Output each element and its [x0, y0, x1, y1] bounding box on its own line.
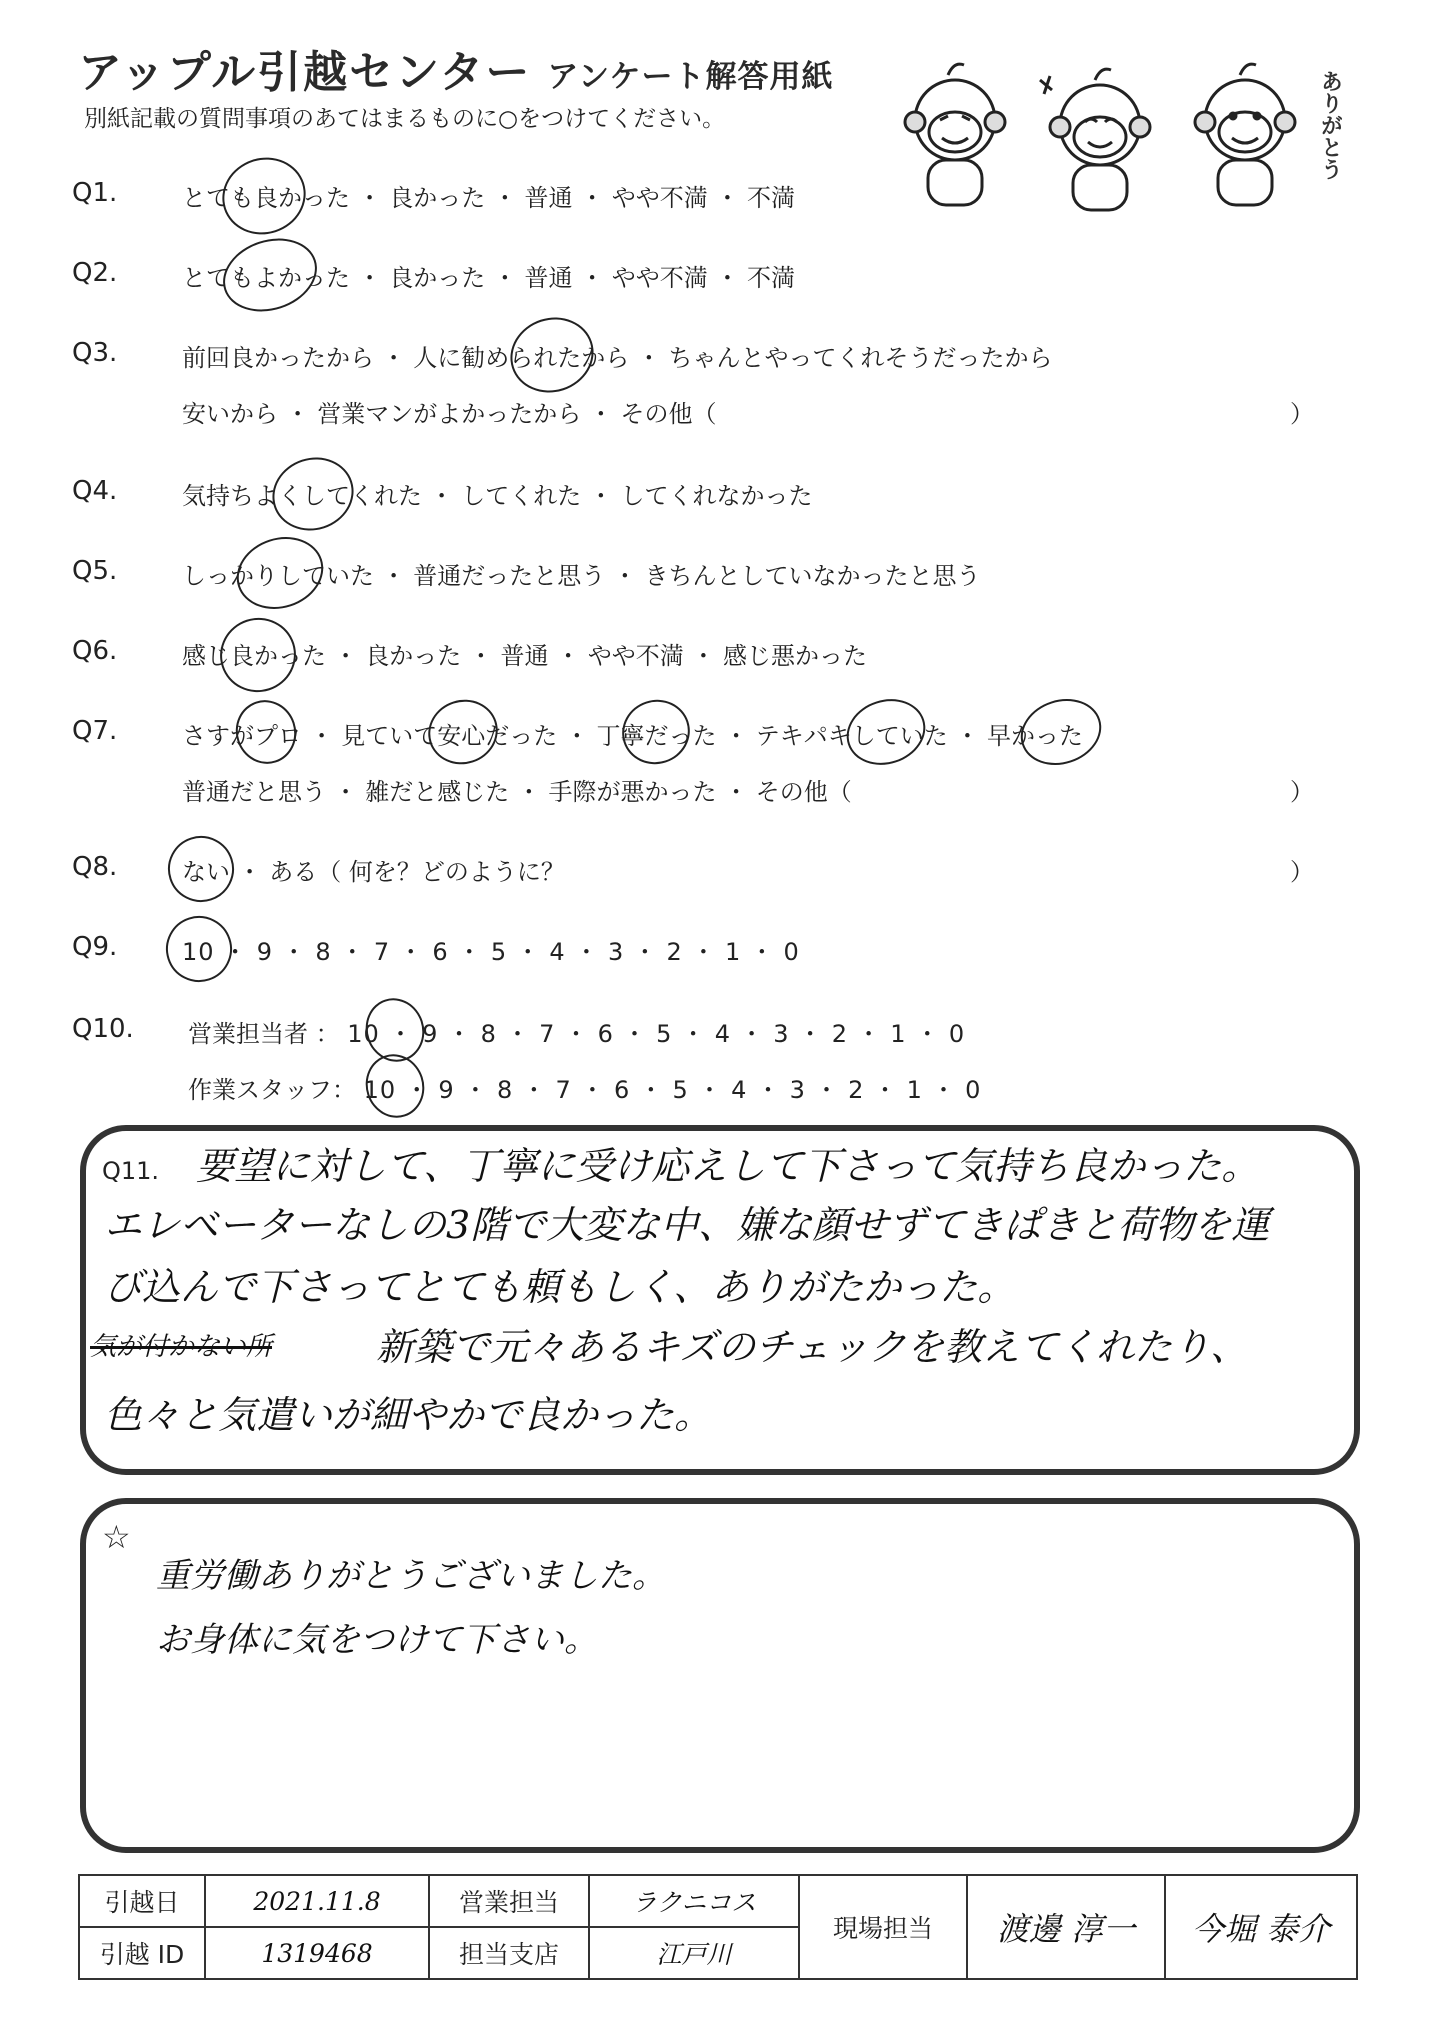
q3-label: Q3.	[72, 338, 118, 368]
monkey-1-icon	[905, 64, 1005, 205]
monkey-3-icon	[1195, 64, 1295, 205]
form-subtitle: アンケート解答用紙	[547, 59, 834, 95]
q10-label: Q10.	[72, 1014, 134, 1044]
move-date-value: 2021.11.8	[205, 1875, 429, 1927]
instructions: 別紙記載の質問事項のあてはまるものに○をつけてください。	[84, 106, 726, 132]
q2-label: Q2.	[72, 258, 118, 288]
branch-value: 江戸川	[589, 1927, 799, 1979]
site-staff-1: 渡邊 淳一	[967, 1875, 1165, 1979]
thanks-text: ありがとう	[1317, 70, 1343, 180]
q1-answer-circle	[212, 147, 315, 245]
q9-answer-circle	[157, 907, 240, 990]
q5-options[interactable]: しっかりしていた ・ 普通だったと思う ・ きちんとしていなかったと思う	[182, 562, 981, 590]
q7-options-line2[interactable]: 普通だと思う ・ 雑だと感じた ・ 手際が悪かった ・ その他（	[182, 778, 852, 806]
q7-options-line1[interactable]: さすがプロ ・ 見ていて安心だった ・ 丁寧だった ・ テキパキしていた ・ 早かった	[182, 722, 1084, 750]
monkey-mascots-illustration	[900, 50, 1370, 220]
form-title	[78, 36, 834, 100]
sales-rep-label: 営業担当	[429, 1875, 589, 1927]
q11-comment-line-2: エレベーターなしの3階で大変な中、嫌な顔せずてきぱきと荷物を運	[104, 1203, 1270, 1247]
q11-label: Q11.	[102, 1157, 160, 1185]
q1-options[interactable]: とても良かった ・ 良かった ・ 普通 ・ やや不満 ・ 不満	[182, 184, 796, 212]
q7-answer-circle-2	[420, 691, 506, 773]
q9-scale[interactable]: 10 ・ 9 ・ 8 ・ 7 ・ 6 ・ 5 ・ 4 ・ 3 ・ 2 ・ 1 ・ 0	[182, 938, 800, 966]
q8-answer-circle	[159, 827, 242, 910]
q3-options-line2[interactable]: 安いから ・ 営業マンがよかったから ・ その他（	[182, 400, 717, 428]
branch-label: 担当支店	[429, 1927, 589, 1979]
q8-close-paren: ）	[1290, 858, 1314, 886]
q7-label: Q7.	[72, 716, 118, 746]
move-id-label: 引越 ID	[79, 1927, 205, 1979]
q7-answer-circle-5	[1012, 689, 1110, 775]
q10-sales-scale[interactable]: 10 ・ 9 ・ 8 ・ 7 ・ 6 ・ 5 ・ 4 ・ 3 ・ 2 ・ 1 ・ 0	[347, 1020, 966, 1048]
company-name: アップル引越センター	[78, 47, 532, 98]
sales-rep-value: ラクニコス	[589, 1875, 799, 1927]
q10-staff-row	[188, 1070, 981, 1105]
q8-label: Q8.	[72, 852, 118, 882]
q11-comment-line-5: 色々と気遣いが細やかで良かった。	[104, 1393, 713, 1437]
q6-options[interactable]: 感じ良かった ・ 良かった ・ 普通 ・ やや不満 ・ 感じ悪かった	[182, 642, 868, 670]
q1-label: Q1.	[72, 178, 118, 208]
q4-answer-circle	[263, 447, 363, 541]
q2-options[interactable]: とてもよかった ・ 良かった ・ 普通 ・ やや不満 ・ 不満	[182, 264, 796, 292]
q7-close-paren: ）	[1290, 778, 1314, 806]
note-line-2: お身体に気をつけて下さい。	[156, 1620, 598, 1660]
q7-answer-circle-4	[838, 689, 934, 775]
q5-answer-circle	[227, 526, 332, 620]
q6-label: Q6.	[72, 636, 118, 666]
site-staff-2: 今堀 泰介	[1165, 1875, 1357, 1979]
monkey-2-icon	[1040, 69, 1150, 210]
star-icon: ☆	[102, 1518, 131, 1556]
q8-options[interactable]: ない ・ ある（ 何を？どのように？	[182, 858, 565, 886]
q10-staff-scale[interactable]: 10 ・ 9 ・ 8 ・ 7 ・ 6 ・ 5 ・ 4 ・ 3 ・ 2 ・ 1 ・ 0	[363, 1076, 982, 1104]
q7-answer-circle-1	[228, 692, 305, 771]
q3-answer-circle	[501, 307, 604, 403]
q6-answer-circle	[210, 608, 305, 702]
q4-options[interactable]: 気持ちよくしてくれた ・ してくれた ・ してくれなかった	[182, 482, 813, 510]
q3-close-paren: ）	[1290, 400, 1314, 428]
q11-comment-line-1: 要望に対して、丁寧に受け応えして下さって気持ち良かった。	[196, 1144, 1260, 1188]
q7-answer-circle-3	[614, 691, 698, 773]
q10-staff-answer-circle	[358, 1047, 433, 1126]
q3-options-line1[interactable]: 前回良かったから ・ 人に勧められたから ・ ちゃんとやってくれそうだったから	[182, 344, 1053, 372]
move-date-label: 引越日	[79, 1875, 205, 1927]
move-info-table	[78, 1874, 1358, 1980]
q11-comment-line-3: び込んで下さってとても頼もしく、ありがたかった。	[104, 1265, 1016, 1309]
note-line-1: 重労働ありがとうございました。	[156, 1556, 666, 1596]
move-id-value: 1319468	[205, 1927, 429, 1979]
q9-label: Q9.	[72, 932, 118, 962]
q2-answer-circle	[214, 227, 327, 323]
q10-sales-label: 営業担当者 ：	[188, 1020, 340, 1048]
q10-sales-row	[188, 1014, 965, 1049]
q4-label: Q4.	[72, 476, 118, 506]
q10-staff-label: 作業スタッフ：	[188, 1076, 356, 1104]
q11-comment-line-4: 新築で元々あるキズのチェックを教えてくれたり、	[376, 1325, 1249, 1369]
q11-struck-text: 気が付かない所	[90, 1332, 273, 1362]
q5-label: Q5.	[72, 556, 118, 586]
site-staff-label: 現場担当	[799, 1875, 967, 1979]
